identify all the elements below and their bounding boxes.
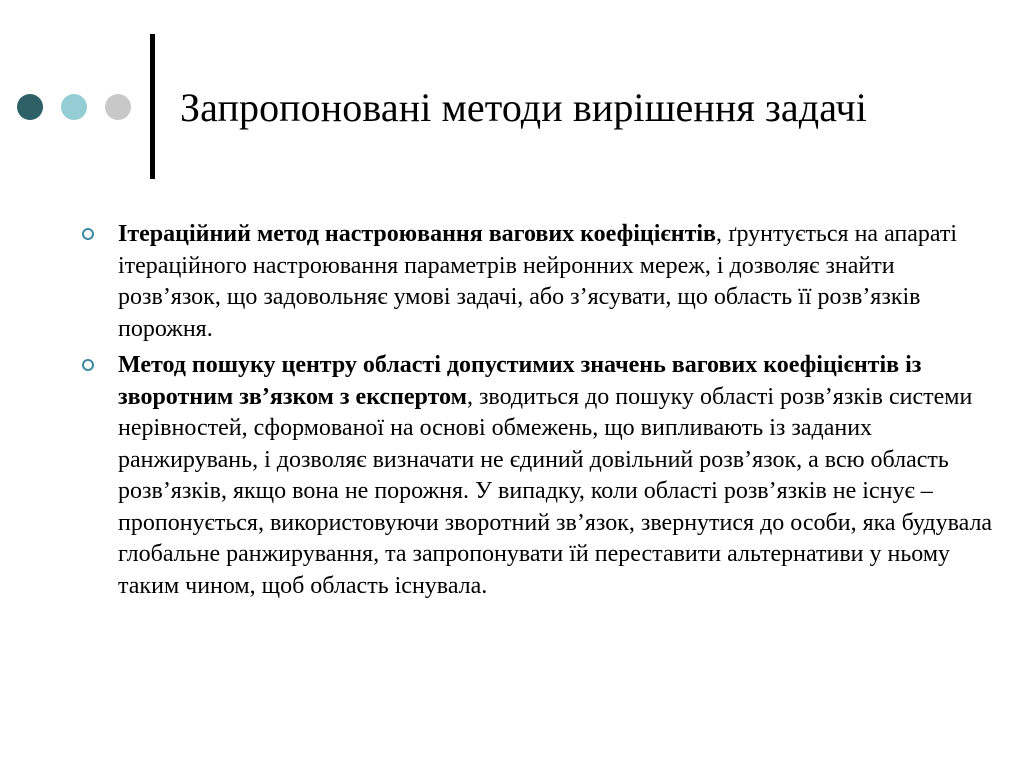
bullet-item bbox=[118, 350, 993, 602]
bullet-item bbox=[118, 219, 993, 345]
bullet-circle-icon bbox=[82, 359, 94, 371]
slide-title: Запропоновані методи вирішення задачі bbox=[180, 85, 867, 130]
decorative-dot-dark bbox=[17, 94, 43, 120]
bullet-bold-text: Метод пошуку центру області допустимих значень вагових коефіцієнтів із зворотним зв’язком з експертом bbox=[118, 352, 922, 410]
bullet-bold-text: Ітераційний метод настроювання вагових коефіцієнтів bbox=[118, 221, 717, 247]
bullet-text: , зводиться до пошуку області розв’язків системи нерівностей, сформованої на основі обмежень, що випливають із заданих ранжирувань, і дозволяє визначати не єдиний довільний розв’язок, а всю область розв’язків, якщо вона не порожня. У випадку, коли області розв’язків не існує – пропонується, використовуючи зворотний зв’язок, звернутися до особи, яка будувала глобальне ранжирування, та запропонувати їй переставити альтернативи у ньому таким чином, щоб область існувала. bbox=[118, 383, 993, 599]
decorative-dot-light bbox=[61, 94, 87, 120]
bullet-list bbox=[118, 219, 993, 607]
bullet-circle-icon bbox=[82, 228, 94, 240]
bullet-text: , ґрунтується на апараті ітераційного настроювання параметрів нейронних мереж, і дозволяє знайти розв’язок, що задовольняє умові задачі, або з’ясувати, що область її розв’язків порожня. bbox=[118, 221, 958, 342]
title-divider bbox=[150, 34, 155, 179]
decorative-dot-gray bbox=[105, 94, 131, 120]
